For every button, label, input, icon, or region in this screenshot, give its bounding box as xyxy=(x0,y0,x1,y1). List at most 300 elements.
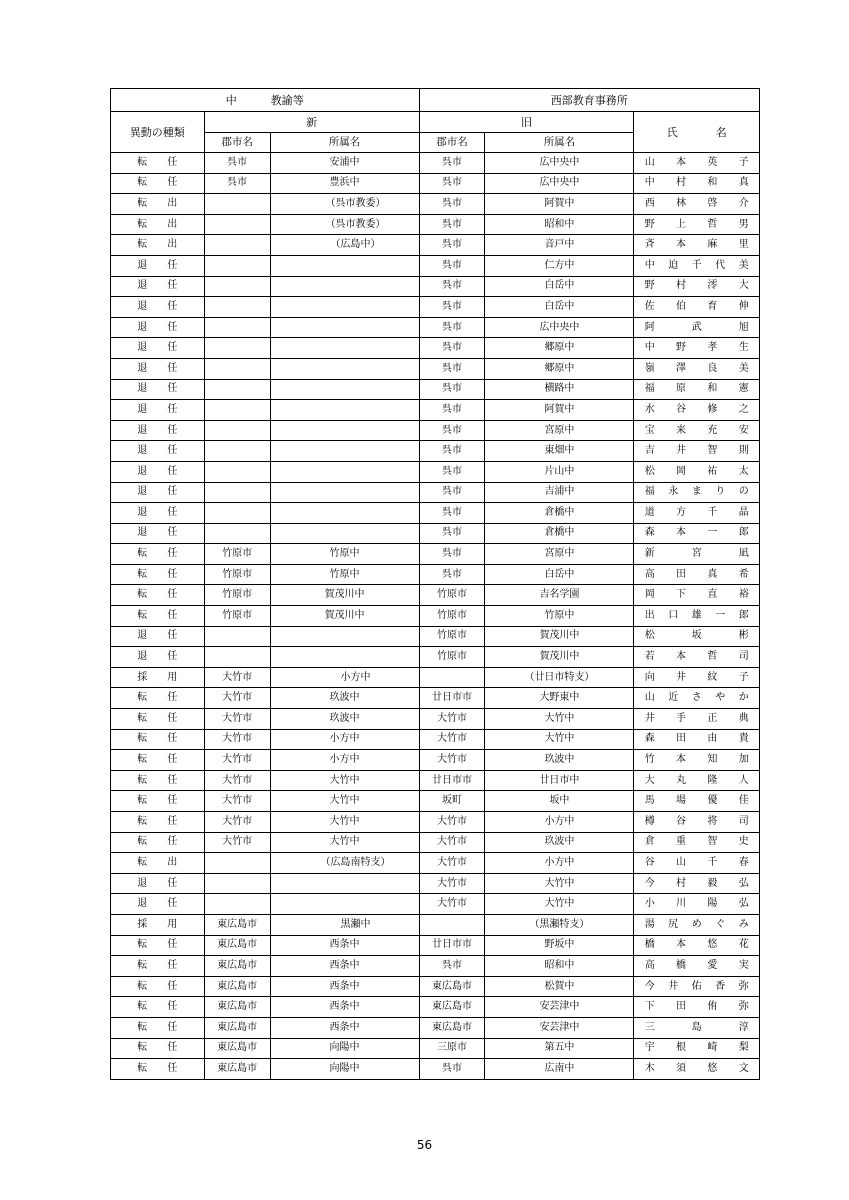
cell-new-affiliation: 小方中 xyxy=(270,750,419,771)
cell-kind: 転 任 xyxy=(111,750,205,771)
cell-old-city: 大竹市 xyxy=(419,832,485,853)
cell-kind: 転 出 xyxy=(111,853,205,874)
cell-new-affiliation xyxy=(270,255,419,276)
cell-new-city: 呉市 xyxy=(204,153,270,174)
cell-new-city xyxy=(204,626,270,647)
cell-person-name xyxy=(634,441,760,462)
cell-old-affiliation: 広中央中 xyxy=(485,173,634,194)
header-row-mid xyxy=(111,112,760,133)
cell-old-city: 呉市 xyxy=(419,379,485,400)
cell-kind: 転 任 xyxy=(111,729,205,750)
cell-person-name xyxy=(634,235,760,256)
cell-new-affiliation: 黒瀬中 xyxy=(270,914,419,935)
person-name-text: 吉井智則 xyxy=(644,445,749,457)
cell-old-affiliation: 小方中 xyxy=(485,812,634,833)
cell-new-city xyxy=(204,297,270,318)
cell-new-city xyxy=(204,853,270,874)
table-row xyxy=(111,173,760,194)
cell-new-city xyxy=(204,461,270,482)
cell-kind: 転 任 xyxy=(111,935,205,956)
cell-new-city xyxy=(204,647,270,668)
cell-kind: 退 任 xyxy=(111,482,205,503)
cell-new-affiliation: 西条中 xyxy=(270,1017,419,1038)
table-row xyxy=(111,832,760,853)
table-header xyxy=(111,89,760,153)
table-row xyxy=(111,750,760,771)
cell-person-name xyxy=(634,626,760,647)
cell-person-name xyxy=(634,894,760,915)
cell-old-affiliation: （廿日市特支） xyxy=(485,667,634,688)
cell-old-affiliation: 横路中 xyxy=(485,379,634,400)
cell-old-affiliation: 大野東中 xyxy=(485,688,634,709)
header-position: 教諭等 xyxy=(270,93,304,107)
cell-kind: 転 任 xyxy=(111,153,205,174)
cell-new-city: 竹原市 xyxy=(204,564,270,585)
person-name-text: 西林啓介 xyxy=(644,197,749,209)
cell-new-city xyxy=(204,194,270,215)
person-name-text: 倉重智史 xyxy=(644,836,749,848)
table-row xyxy=(111,729,760,750)
table-row xyxy=(111,420,760,441)
cell-new-city: 大竹市 xyxy=(204,812,270,833)
header-school-type: 中 xyxy=(225,93,237,107)
cell-old-affiliation: 大竹中 xyxy=(485,729,634,750)
cell-new-city: 東広島市 xyxy=(204,1038,270,1059)
cell-new-affiliation: 竹原中 xyxy=(270,544,419,565)
cell-kind: 退 任 xyxy=(111,255,205,276)
cell-old-city: 廿日市市 xyxy=(419,935,485,956)
cell-old-city xyxy=(419,667,485,688)
cell-new-city xyxy=(204,235,270,256)
cell-person-name xyxy=(634,564,760,585)
table-row xyxy=(111,709,760,730)
cell-person-name xyxy=(634,420,760,441)
table-row xyxy=(111,276,760,297)
cell-person-name xyxy=(634,729,760,750)
table-row xyxy=(111,1017,760,1038)
cell-new-affiliation: 賀茂川中 xyxy=(270,585,419,606)
cell-new-affiliation: 西条中 xyxy=(270,976,419,997)
cell-new-affiliation xyxy=(270,523,419,544)
cell-old-affiliation: 安芸津中 xyxy=(485,997,634,1018)
person-name-text: 若本哲司 xyxy=(644,651,749,663)
cell-old-affiliation: 大竹中 xyxy=(485,873,634,894)
header-name-label: 氏 名 xyxy=(634,112,760,153)
person-name-text: 野村澪大 xyxy=(644,280,749,292)
person-name-text: 松岡祐太 xyxy=(644,465,749,477)
cell-new-city: 竹原市 xyxy=(204,606,270,627)
cell-new-affiliation xyxy=(270,626,419,647)
header-old-label: 旧 xyxy=(419,112,634,133)
cell-person-name xyxy=(634,791,760,812)
person-name-text: 高田真希 xyxy=(644,568,749,580)
cell-new-city xyxy=(204,420,270,441)
cell-old-city: 竹原市 xyxy=(419,626,485,647)
cell-new-city: 大竹市 xyxy=(204,750,270,771)
cell-person-name xyxy=(634,194,760,215)
cell-old-city: 呉市 xyxy=(419,173,485,194)
cell-old-city: 呉市 xyxy=(419,317,485,338)
cell-kind: 転 任 xyxy=(111,832,205,853)
cell-new-affiliation: 豊浜中 xyxy=(270,173,419,194)
cell-new-affiliation: 大竹中 xyxy=(270,812,419,833)
cell-old-affiliation: 竹原中 xyxy=(485,606,634,627)
cell-old-affiliation: 松賀中 xyxy=(485,976,634,997)
table-row xyxy=(111,688,760,709)
cell-old-affiliation: 廿日市中 xyxy=(485,770,634,791)
cell-old-city: 大竹市 xyxy=(419,709,485,730)
cell-new-affiliation: （呉市教委） xyxy=(270,214,419,235)
cell-old-affiliation: 広中央中 xyxy=(485,317,634,338)
person-name-text: 中村和真 xyxy=(644,177,749,189)
cell-old-city: 東広島市 xyxy=(419,976,485,997)
cell-new-city xyxy=(204,255,270,276)
header-kind-label: 異動の種類 xyxy=(111,112,205,153)
person-name-text: 岡下直裕 xyxy=(644,589,749,601)
cell-person-name xyxy=(634,276,760,297)
person-name-text: 佐伯育伸 xyxy=(644,300,749,312)
person-name-text: 高橋愛実 xyxy=(644,959,749,971)
cell-new-affiliation xyxy=(270,358,419,379)
cell-person-name xyxy=(634,317,760,338)
person-name-text: 小川陽弘 xyxy=(644,898,749,910)
cell-old-affiliation: 阿賀中 xyxy=(485,400,634,421)
cell-old-affiliation: 安芸津中 xyxy=(485,1017,634,1038)
cell-new-affiliation: （呉市教委） xyxy=(270,194,419,215)
person-name-text: 大丸隆人 xyxy=(644,774,749,786)
cell-person-name xyxy=(634,853,760,874)
cell-old-affiliation: 白岳中 xyxy=(485,276,634,297)
header-office: 西部教育事務所 xyxy=(419,89,759,112)
cell-person-name xyxy=(634,1017,760,1038)
table-row xyxy=(111,812,760,833)
cell-new-affiliation xyxy=(270,894,419,915)
cell-new-city: 竹原市 xyxy=(204,544,270,565)
cell-new-city: 東広島市 xyxy=(204,935,270,956)
table-row xyxy=(111,956,760,977)
person-name-text: 竹本知加 xyxy=(644,754,749,766)
cell-old-city: 呉市 xyxy=(419,441,485,462)
cell-new-city: 東広島市 xyxy=(204,997,270,1018)
cell-new-city: 呉市 xyxy=(204,173,270,194)
person-name-text: 下田侑弥 xyxy=(644,1001,749,1013)
cell-old-city: 呉市 xyxy=(419,544,485,565)
cell-kind: 採 用 xyxy=(111,667,205,688)
cell-old-city: 廿日市市 xyxy=(419,770,485,791)
cell-person-name xyxy=(634,667,760,688)
cell-new-affiliation xyxy=(270,647,419,668)
cell-new-city: 東広島市 xyxy=(204,956,270,977)
cell-new-affiliation: 向陽中 xyxy=(270,1059,419,1080)
cell-old-affiliation: 倉橋中 xyxy=(485,503,634,524)
cell-old-city: 呉市 xyxy=(419,235,485,256)
table-row xyxy=(111,194,760,215)
table-row xyxy=(111,235,760,256)
header-new-label: 新 xyxy=(204,112,419,133)
cell-old-affiliation: 片山中 xyxy=(485,461,634,482)
cell-kind: 退 任 xyxy=(111,647,205,668)
person-name-text: 木須悠文 xyxy=(644,1062,749,1074)
cell-old-city: 呉市 xyxy=(419,358,485,379)
cell-person-name xyxy=(634,482,760,503)
page-number: 56 xyxy=(416,1138,433,1152)
cell-old-affiliation: 阿賀中 xyxy=(485,194,634,215)
person-name-text: 三島淳 xyxy=(644,1021,749,1033)
cell-person-name xyxy=(634,544,760,565)
person-name-text: 福永まりの xyxy=(644,486,749,498)
cell-new-affiliation: 西条中 xyxy=(270,935,419,956)
table-row xyxy=(111,317,760,338)
cell-kind: 転 出 xyxy=(111,235,205,256)
cell-kind: 転 任 xyxy=(111,544,205,565)
cell-old-city: 竹原市 xyxy=(419,647,485,668)
person-name-text: 向井紋子 xyxy=(644,671,749,683)
cell-kind: 転 任 xyxy=(111,1059,205,1080)
cell-kind: 転 任 xyxy=(111,770,205,791)
cell-kind: 転 任 xyxy=(111,976,205,997)
cell-old-affiliation: 昭和中 xyxy=(485,214,634,235)
cell-person-name xyxy=(634,997,760,1018)
cell-kind: 転 出 xyxy=(111,214,205,235)
cell-kind: 退 任 xyxy=(111,400,205,421)
cell-person-name xyxy=(634,935,760,956)
cell-new-affiliation: 大竹中 xyxy=(270,791,419,812)
cell-person-name xyxy=(634,338,760,359)
cell-old-city: 呉市 xyxy=(419,297,485,318)
cell-old-affiliation: 白岳中 xyxy=(485,564,634,585)
table-row xyxy=(111,976,760,997)
cell-old-affiliation: 吉名学園 xyxy=(485,585,634,606)
cell-old-city: 廿日市市 xyxy=(419,688,485,709)
cell-person-name xyxy=(634,770,760,791)
cell-old-city: 大竹市 xyxy=(419,894,485,915)
cell-kind: 転 任 xyxy=(111,585,205,606)
table-row xyxy=(111,523,760,544)
cell-kind: 転 任 xyxy=(111,606,205,627)
table-row xyxy=(111,338,760,359)
table-row xyxy=(111,770,760,791)
cell-person-name xyxy=(634,956,760,977)
cell-old-city: 呉市 xyxy=(419,420,485,441)
cell-new-city: 大竹市 xyxy=(204,667,270,688)
cell-new-city xyxy=(204,482,270,503)
cell-person-name xyxy=(634,914,760,935)
cell-old-affiliation: 白岳中 xyxy=(485,297,634,318)
person-name-text: 樽谷将司 xyxy=(644,815,749,827)
person-name-text: 宝来充安 xyxy=(644,424,749,436)
cell-person-name xyxy=(634,812,760,833)
cell-person-name xyxy=(634,297,760,318)
header-new-city: 郡市名 xyxy=(204,133,270,153)
cell-new-affiliation: 玖波中 xyxy=(270,688,419,709)
cell-new-city: 東広島市 xyxy=(204,914,270,935)
header-row-top xyxy=(111,89,760,112)
cell-new-affiliation: 向陽中 xyxy=(270,1038,419,1059)
cell-person-name xyxy=(634,832,760,853)
cell-old-city: 三原市 xyxy=(419,1038,485,1059)
cell-kind: 退 任 xyxy=(111,503,205,524)
cell-kind: 転 任 xyxy=(111,956,205,977)
table-row xyxy=(111,1059,760,1080)
cell-old-affiliation: 賀茂川中 xyxy=(485,626,634,647)
cell-new-city: 大竹市 xyxy=(204,832,270,853)
cell-person-name xyxy=(634,400,760,421)
person-name-text: 出口雄一郎 xyxy=(644,609,749,621)
cell-old-city: 呉市 xyxy=(419,564,485,585)
cell-new-city: 東広島市 xyxy=(204,976,270,997)
cell-old-city: 呉市 xyxy=(419,956,485,977)
person-name-text: 井手正典 xyxy=(644,712,749,724)
cell-new-affiliation xyxy=(270,482,419,503)
cell-old-city: 呉市 xyxy=(419,461,485,482)
cell-new-city: 東広島市 xyxy=(204,1017,270,1038)
cell-new-city xyxy=(204,379,270,400)
cell-kind: 転 任 xyxy=(111,709,205,730)
cell-person-name xyxy=(634,750,760,771)
table-row xyxy=(111,461,760,482)
cell-new-affiliation xyxy=(270,379,419,400)
table-row xyxy=(111,544,760,565)
cell-new-affiliation: （広島中） xyxy=(270,235,419,256)
cell-new-affiliation: 西条中 xyxy=(270,997,419,1018)
cell-person-name xyxy=(634,214,760,235)
person-name-text: 山本英子 xyxy=(644,156,749,168)
table-row xyxy=(111,153,760,174)
table-body xyxy=(111,153,760,1080)
table-row xyxy=(111,667,760,688)
cell-old-city: 大竹市 xyxy=(419,873,485,894)
cell-old-affiliation: 東畑中 xyxy=(485,441,634,462)
cell-kind: 退 任 xyxy=(111,626,205,647)
cell-old-city: 東広島市 xyxy=(419,1017,485,1038)
person-name-text: 今井佑香弥 xyxy=(644,980,749,992)
table-row xyxy=(111,1038,760,1059)
table-row xyxy=(111,255,760,276)
cell-kind: 退 任 xyxy=(111,297,205,318)
cell-new-affiliation: 安浦中 xyxy=(270,153,419,174)
cell-old-affiliation: 大竹中 xyxy=(485,894,634,915)
cell-new-city: 竹原市 xyxy=(204,585,270,606)
table-row xyxy=(111,585,760,606)
table-row xyxy=(111,935,760,956)
cell-new-city: 大竹市 xyxy=(204,688,270,709)
cell-new-affiliation xyxy=(270,461,419,482)
cell-old-city: 呉市 xyxy=(419,194,485,215)
cell-new-city xyxy=(204,441,270,462)
table-row xyxy=(111,791,760,812)
cell-old-city: 呉市 xyxy=(419,214,485,235)
person-name-text: 松坂彬 xyxy=(644,630,749,642)
cell-new-affiliation: 玖波中 xyxy=(270,709,419,730)
cell-old-city: 呉市 xyxy=(419,503,485,524)
cell-new-city xyxy=(204,338,270,359)
cell-new-affiliation: 竹原中 xyxy=(270,564,419,585)
cell-new-city: 大竹市 xyxy=(204,770,270,791)
cell-new-city xyxy=(204,358,270,379)
cell-new-city: 大竹市 xyxy=(204,729,270,750)
cell-old-city: 竹原市 xyxy=(419,585,485,606)
cell-old-affiliation: 玖波中 xyxy=(485,832,634,853)
person-name-text: 野上哲男 xyxy=(644,218,749,230)
cell-old-affiliation: 吉浦中 xyxy=(485,482,634,503)
header-old-aff: 所属名 xyxy=(485,133,634,153)
table-row xyxy=(111,997,760,1018)
cell-new-city xyxy=(204,400,270,421)
person-name-text: 嶺澤良美 xyxy=(644,362,749,374)
table-row xyxy=(111,482,760,503)
cell-new-affiliation xyxy=(270,338,419,359)
person-name-text: 中迫千代美 xyxy=(644,259,749,271)
cell-old-affiliation: 宮原中 xyxy=(485,420,634,441)
cell-person-name xyxy=(634,153,760,174)
cell-new-city xyxy=(204,503,270,524)
cell-person-name xyxy=(634,358,760,379)
table-row xyxy=(111,441,760,462)
cell-old-city: 呉市 xyxy=(419,482,485,503)
person-name-text: 湯尻めぐみ xyxy=(644,918,749,930)
cell-old-affiliation: 倉橋中 xyxy=(485,523,634,544)
table-row xyxy=(111,503,760,524)
cell-new-city xyxy=(204,317,270,338)
cell-new-city xyxy=(204,214,270,235)
cell-kind: 転 任 xyxy=(111,997,205,1018)
cell-old-affiliation: 広中央中 xyxy=(485,153,634,174)
cell-new-affiliation: （広島南特支） xyxy=(270,853,419,874)
cell-old-affiliation: 賀茂川中 xyxy=(485,647,634,668)
cell-old-affiliation: 大竹中 xyxy=(485,709,634,730)
cell-person-name xyxy=(634,976,760,997)
cell-new-city xyxy=(204,873,270,894)
person-name-text: 橋本悠花 xyxy=(644,939,749,951)
table-row xyxy=(111,358,760,379)
cell-old-city: 大竹市 xyxy=(419,750,485,771)
cell-kind: 退 任 xyxy=(111,338,205,359)
table-row xyxy=(111,297,760,318)
cell-old-city: 呉市 xyxy=(419,400,485,421)
cell-new-affiliation: 大竹中 xyxy=(270,832,419,853)
header-old-city: 郡市名 xyxy=(419,133,485,153)
cell-old-city: 大竹市 xyxy=(419,812,485,833)
person-name-text: 馬場優佳 xyxy=(644,795,749,807)
table-row xyxy=(111,853,760,874)
header-school-and-position xyxy=(111,89,420,112)
cell-new-affiliation xyxy=(270,420,419,441)
cell-person-name xyxy=(634,503,760,524)
cell-old-city: 呉市 xyxy=(419,255,485,276)
cell-person-name xyxy=(634,255,760,276)
table-row xyxy=(111,606,760,627)
cell-new-affiliation xyxy=(270,503,419,524)
cell-kind: 転 任 xyxy=(111,688,205,709)
cell-old-affiliation: 坂中 xyxy=(485,791,634,812)
cell-person-name xyxy=(634,873,760,894)
cell-old-city: 坂町 xyxy=(419,791,485,812)
cell-new-city: 大竹市 xyxy=(204,791,270,812)
cell-kind: 退 任 xyxy=(111,276,205,297)
cell-old-affiliation: 宮原中 xyxy=(485,544,634,565)
cell-new-affiliation xyxy=(270,297,419,318)
person-name-text: 福原和憲 xyxy=(644,383,749,395)
person-name-text: 森田由貴 xyxy=(644,733,749,745)
cell-person-name xyxy=(634,606,760,627)
cell-old-city xyxy=(419,914,485,935)
cell-old-city: 呉市 xyxy=(419,153,485,174)
cell-new-city xyxy=(204,276,270,297)
cell-old-affiliation: 第五中 xyxy=(485,1038,634,1059)
cell-kind: 転 出 xyxy=(111,194,205,215)
cell-person-name xyxy=(634,585,760,606)
table-row xyxy=(111,379,760,400)
